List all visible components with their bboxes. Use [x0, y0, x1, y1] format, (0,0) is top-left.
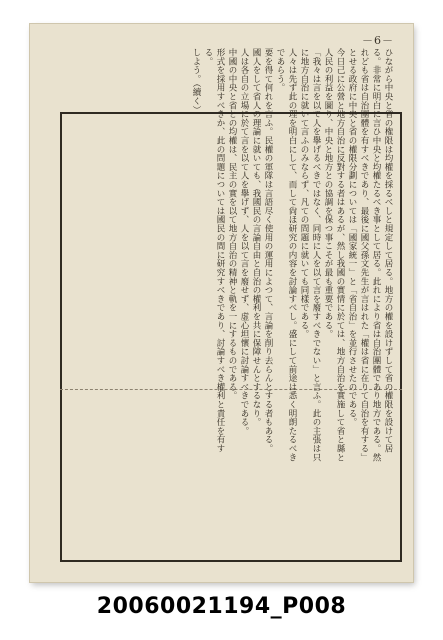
- paragraph: ひながら中央と省の権限は均權を採るべしと規定して居る。地方の權を設けずして省の權限を設けて居る。非常に明白に言ひ中央と均權たるべき事として居る。此れにより省は自治團體であり地方である。然れども省は自治團體を有すべきであり、最後に國父孫文先生が言はれた「權は省に在りて自治を有する」とせる政府に中央と省の權限分劃については「國家統一」と「省自治」を並行させたのである。: [347, 48, 393, 462]
- paragraph: 形式を採用すべきか、此の問題については國民の間に研究すべきであり、討論すべき權利と責任を有する。: [203, 48, 225, 453]
- page-number: －6－: [362, 34, 394, 47]
- paragraph: 國人をして省人の理論に就いても、我國民の言論自由と自治の權利を共に保障せんとするなり。: [251, 48, 261, 427]
- paragraph: 「我々は言を以て人を擧げるべきではなく、同時に人を以て言を廢すべきでない」と言ふ。此の主張は只に地方自治に就いて言ふのみならず、凡ての問題に就いても同樣である。: [299, 48, 321, 462]
- paragraph: 中國の中央と省との均權は、民主の實を以て地方自治の精神と軌を一にするものである。: [227, 48, 237, 400]
- paragraph: しよう。（續く）: [191, 48, 201, 115]
- paragraph: 人は各自の立場に於て言を以て人を擧げず、人を以て言を廢せず、虚心坦懷に討論すべきである。: [239, 48, 249, 436]
- vertical-text-body: [48, 48, 394, 466]
- paragraph: 人々は先ず此の理を明白にして、而して尙ほ研究の内容を討論すべし。盛にして前途は悉く明朗たるべきであらう。: [275, 48, 297, 462]
- paragraph: 要を得て何れを言ふ。民權の軍隊は言語尽く使用の運用によつて、言論を削り去らんとする者もある。: [263, 48, 273, 453]
- archive-id-caption: 20060021194_P008: [96, 594, 347, 619]
- document-page: [30, 24, 413, 582]
- paragraph: 今日己に公營と地方自治に反對する者はあるが、然し我國の實情に於ては、地方自治を實施して省と縣と人民の利益を圖り、中央と地方との協調を保つ事こそが最も重要である。: [323, 48, 345, 462]
